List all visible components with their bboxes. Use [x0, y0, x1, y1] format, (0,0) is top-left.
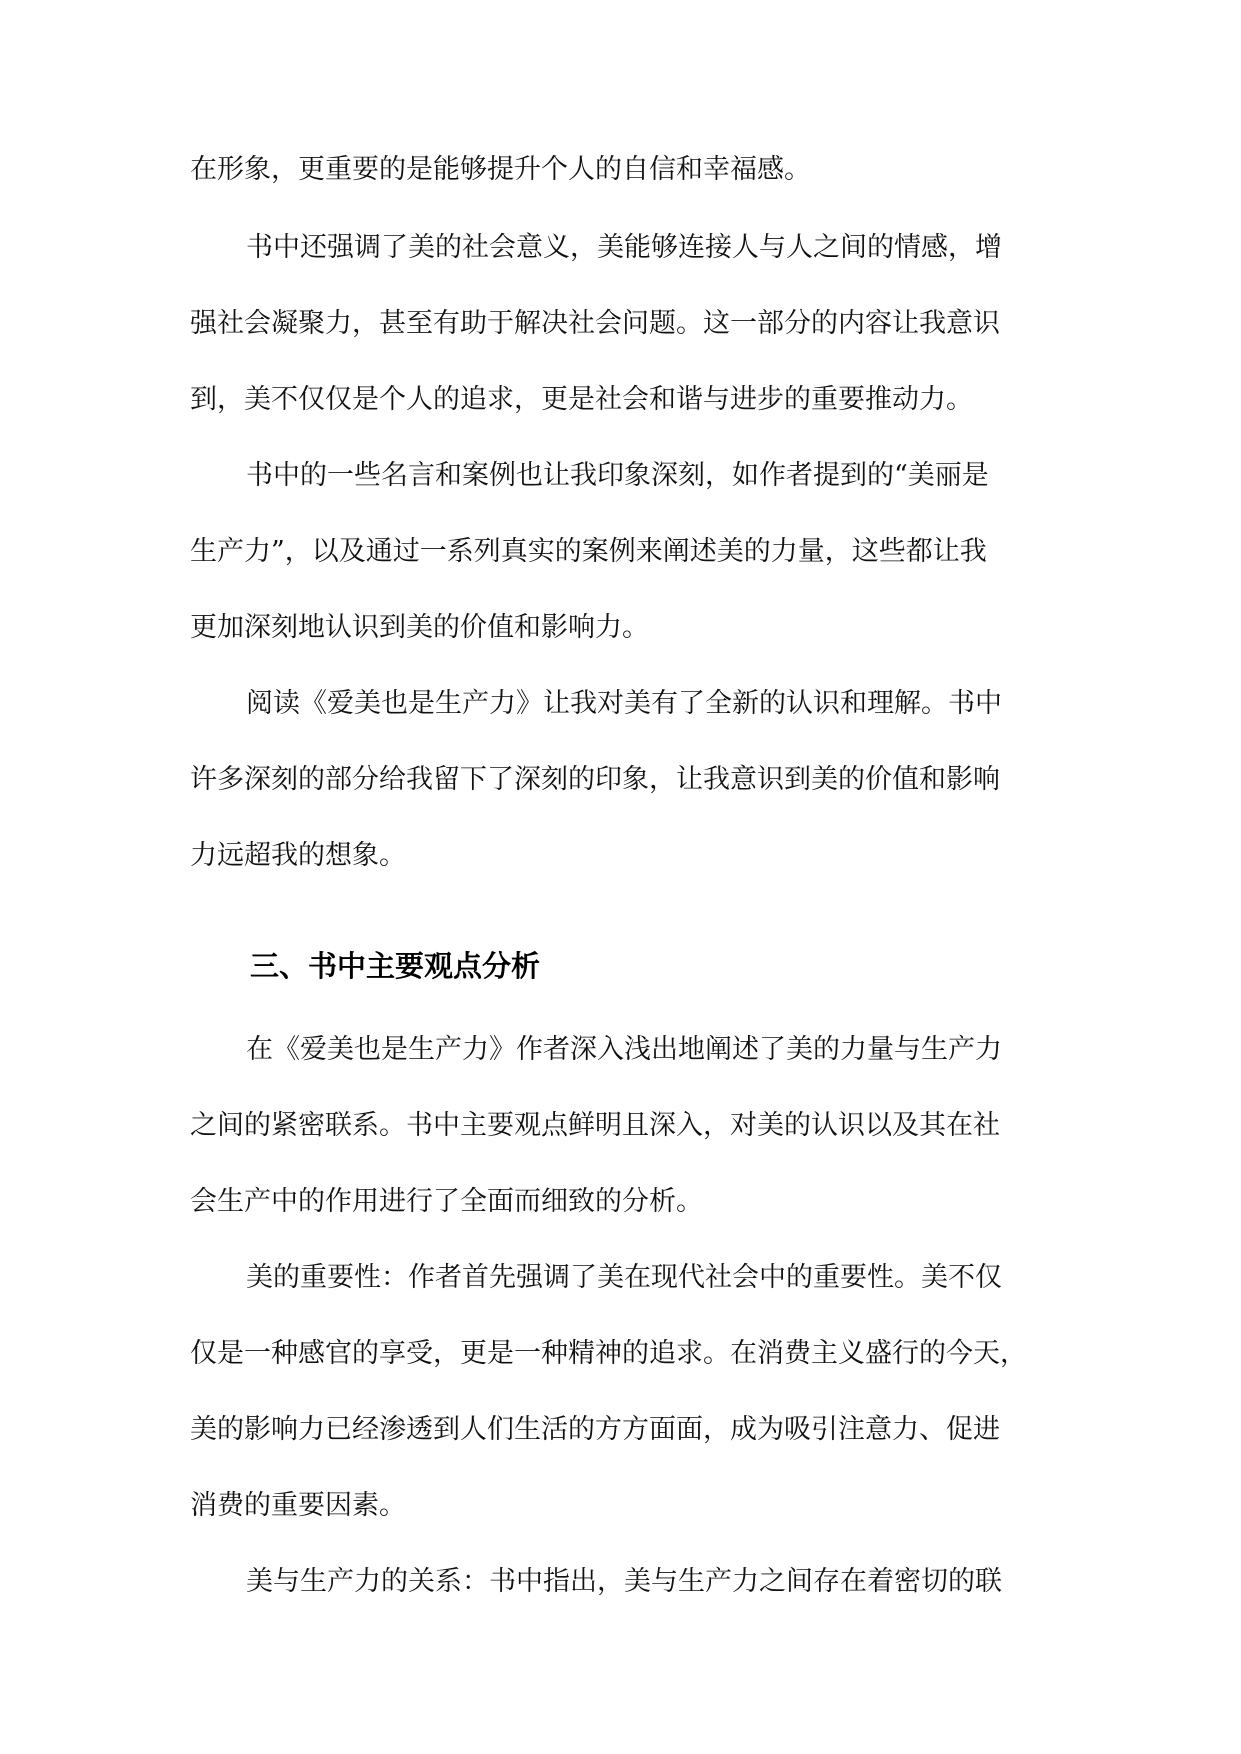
paragraph-line: 书中还强调了美的社会意义，美能够连接人与人之间的情感，增 — [246, 232, 1002, 263]
paragraph-line: 许多深刻的部分给我留下了深刻的印象，让我意识到美的价值和影响 — [190, 764, 1000, 795]
paragraph-line: 书中的一些名言和案例也让我印象深刻，如作者提到的“美丽是 — [246, 460, 989, 491]
paragraph-line: 强社会凝聚力，甚至有助于解决社会问题。这一部分的内容让我意识 — [190, 308, 1000, 339]
paragraph-line: 消费的重要因素。 — [190, 1490, 406, 1521]
paragraph-line: 更加深刻地认识到美的价值和影响力。 — [190, 612, 649, 643]
paragraph-line: 生产力”，以及通过一系列真实的案例来阐述美的力量，这些都让我 — [190, 536, 987, 567]
paragraph-line: 力远超我的想象。 — [190, 840, 406, 871]
section-heading: 三、书中主要观点分析 — [250, 949, 541, 983]
paragraph-line: 在形象，更重要的是能够提升个人的自信和幸福感。 — [190, 154, 811, 185]
paragraph-line: 在《爱美也是生产力》作者深入浅出地阐述了美的力量与生产力 — [246, 1034, 1002, 1065]
paragraph-line: 之间的紧密联系。书中主要观点鲜明且深入，对美的认识以及其在社 — [190, 1110, 1000, 1141]
paragraph-line: 美与生产力的关系：书中指出，美与生产力之间存在着密切的联 — [246, 1566, 1002, 1597]
paragraph-line: 到，美不仅仅是个人的追求，更是社会和谐与进步的重要推动力。 — [190, 384, 973, 415]
paragraph-line: 会生产中的作用进行了全面而细致的分析。 — [190, 1186, 703, 1217]
paragraph-line: 阅读《爱美也是生产力》让我对美有了全新的认识和理解。书中 — [246, 688, 1002, 719]
paragraph-line: 仅是一种感官的享受，更是一种精神的追求。在消费主义盛行的今天， — [190, 1338, 1027, 1369]
paragraph-line: 美的影响力已经渗透到人们生活的方方面面，成为吸引注意力、促进 — [190, 1414, 1000, 1445]
paragraph-line: 美的重要性：作者首先强调了美在现代社会中的重要性。美不仅 — [246, 1262, 1002, 1293]
